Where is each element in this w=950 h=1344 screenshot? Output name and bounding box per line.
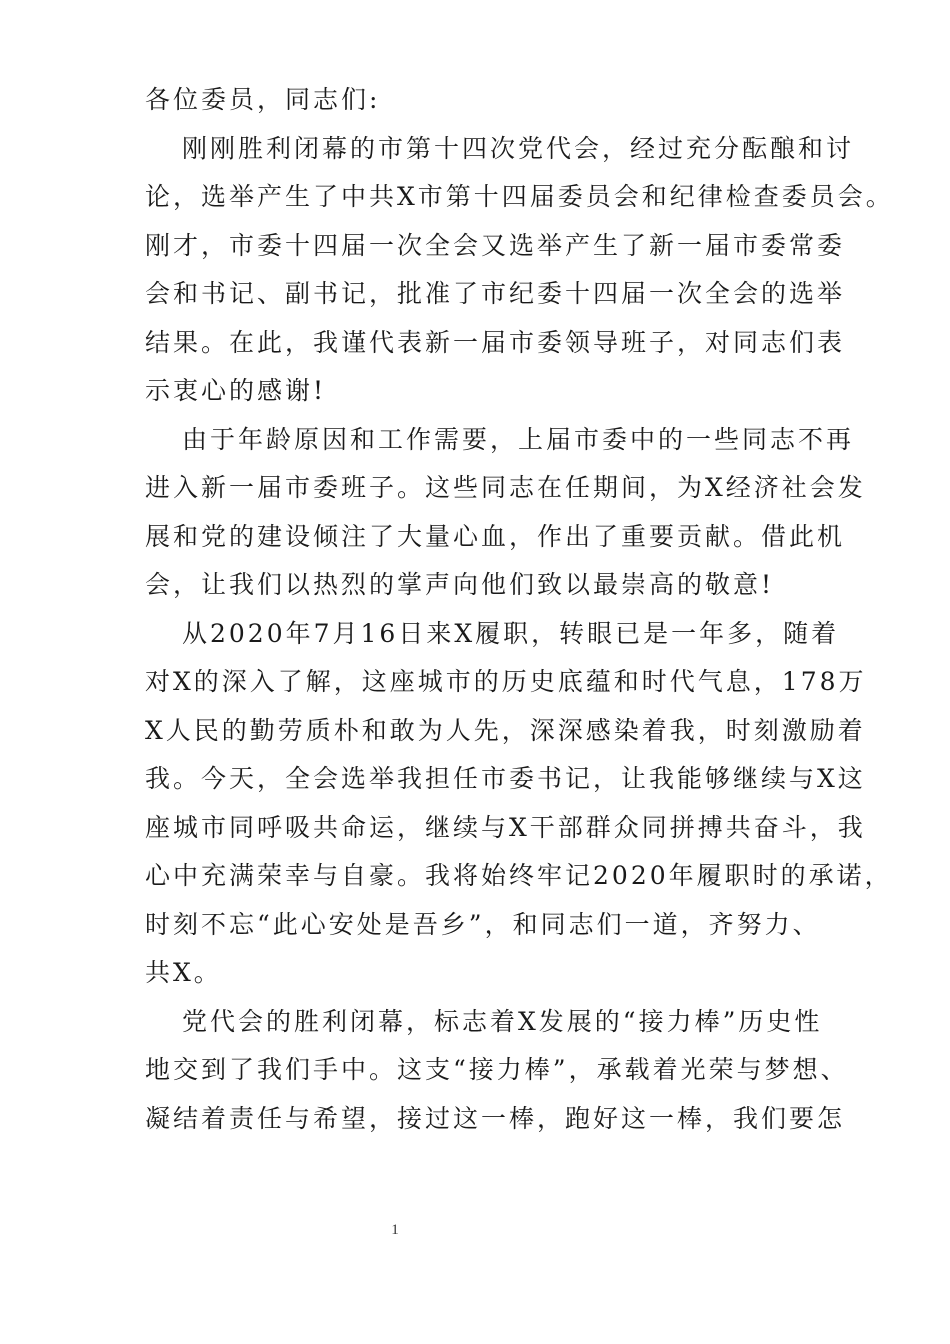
text-line: 会，让我们以热烈的掌声向他们致以最崇高的敬意! xyxy=(145,570,775,599)
text-line: 心中充满荣幸与自豪。我将始终牢记2020年履职时的承诺， xyxy=(145,861,893,890)
paragraph-first-line: 从2020年7月16日来X履职，转眼已是一年多，随着 xyxy=(182,618,840,648)
text-line: 示衷心的感谢! xyxy=(145,376,327,405)
text-line: 座城市同呼吸共命运，继续与X干部群众同拼搏共奋斗，我 xyxy=(145,812,866,842)
text-line: 论，选举产生了中共X市第十四届委员会和纪律检查委员会。 xyxy=(145,182,894,211)
text-line: 各位委员，同志们: xyxy=(145,85,381,114)
text-line: 会和书记、副书记，批准了市纪委十四届一次全会的选举 xyxy=(145,279,846,308)
document-body xyxy=(145,76,894,1143)
text-line: 进入新一届市委班子。这些同志在任期间，为X经济社会发 xyxy=(145,473,866,502)
text-line: 地交到了我们手中。这支“接力棒”，承载着光荣与梦想、 xyxy=(145,1055,849,1084)
text-line: X人民的勤劳质朴和敢为人先，深深感染着我，时刻激励着 xyxy=(145,715,866,745)
text-line: 刚才，市委十四届一次全会又选举产生了新一届市委常委 xyxy=(145,230,846,260)
text-line: 对X的深入了解，这座城市的历史底蕴和时代气息，178万 xyxy=(145,667,867,696)
text-line: 我。今天，全会选举我担任市委书记，让我能够继续与X这 xyxy=(145,764,866,793)
text-line: 结果。在此，我谨代表新一届市委领导班子，对同志们表 xyxy=(145,327,846,357)
paragraph-first-line: 由于年龄原因和工作需要，上届市委中的一些同志不再 xyxy=(182,424,855,454)
text-line: 时刻不忘“此心安处是吾乡”，和同志们一道，齐努力、 xyxy=(145,909,821,939)
text-line: 展和党的建设倾注了大量心血，作出了重要贡献。借此机 xyxy=(145,521,846,551)
paragraph-first-line: 党代会的胜利闭幕，标志着X发展的“接力棒”历史性 xyxy=(182,1006,823,1036)
paragraph-first-line: 刚刚胜利闭幕的市第十四次党代会，经过充分酝酿和讨 xyxy=(182,133,855,163)
text-line: 凝结着责任与希望，接过这一棒，跑好这一棒，我们要怎 xyxy=(145,1103,846,1133)
text-line: 共X。 xyxy=(145,958,222,987)
page-number: 1 xyxy=(391,1222,399,1238)
